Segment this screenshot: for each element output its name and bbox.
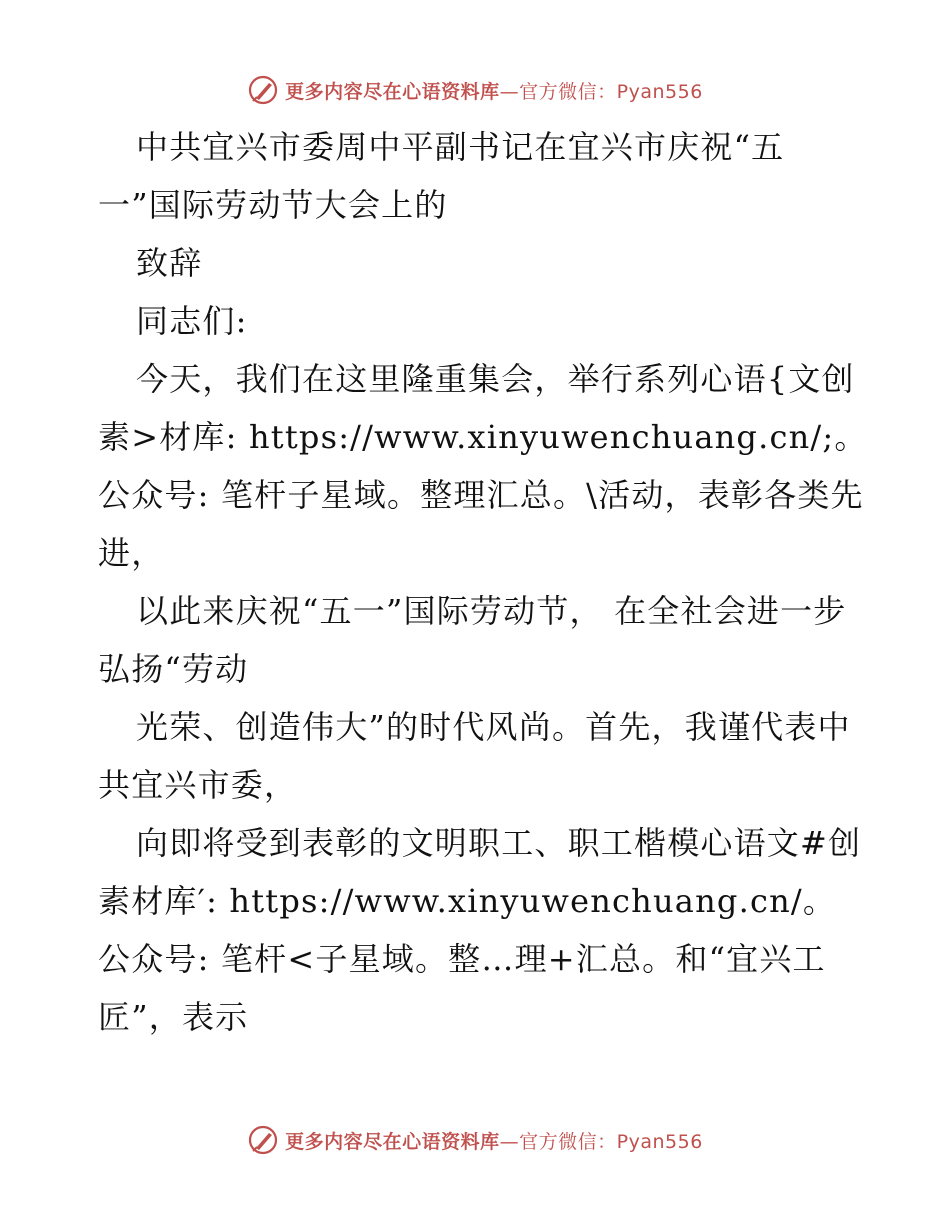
header-banner bbox=[0, 70, 950, 110]
document-title-line-2: 致辞 bbox=[136, 244, 203, 282]
banner-wechat-text: 官方微信：Pyan556 bbox=[519, 1130, 703, 1153]
banner-separator: — bbox=[499, 1130, 520, 1153]
banner-library-text: 更多内容尽在心语资料库 bbox=[285, 1130, 500, 1153]
body-paragraph: 今天，我们在这里隆重集会，举行系列心语{文创素>材库: https://www.xinyuwenchuang.cn/;。公众号: 笔杆子星域。整理汇总。\活动，表彰各类先进， bbox=[98, 360, 868, 572]
banner-text bbox=[285, 77, 703, 104]
quill-pen-logo-icon bbox=[247, 74, 279, 106]
banner-text bbox=[285, 1127, 703, 1154]
body-paragraph: 光荣、创造伟大”的时代风尚。首先，我谨代表中共宜兴市委， bbox=[98, 708, 851, 804]
quill-pen-logo-icon bbox=[247, 1124, 279, 1156]
banner-library-text: 更多内容尽在心语资料库 bbox=[285, 80, 500, 103]
document-body bbox=[98, 118, 868, 1046]
banner-separator: — bbox=[499, 80, 520, 103]
body-paragraph: 向即将受到表彰的文明职工、职工楷模心语文#创素材库′: https://www.xinyuwenchuang.cn/。公众号: 笔杆<子星域。整…理+汇总。和“宜兴工匠”，表示 bbox=[98, 824, 862, 1036]
body-paragraph: 以此来庆祝“五一”国际劳动节， 在全社会进一步弘扬“劳动 bbox=[98, 592, 847, 688]
footer-banner bbox=[0, 1120, 950, 1160]
document-title-line: 中共宜兴市委周中平副书记在宜兴市庆祝“五一”国际劳动节大会上的 bbox=[98, 128, 785, 224]
salutation: 同志们: bbox=[136, 302, 248, 340]
banner-wechat-text: 官方微信：Pyan556 bbox=[519, 80, 703, 103]
